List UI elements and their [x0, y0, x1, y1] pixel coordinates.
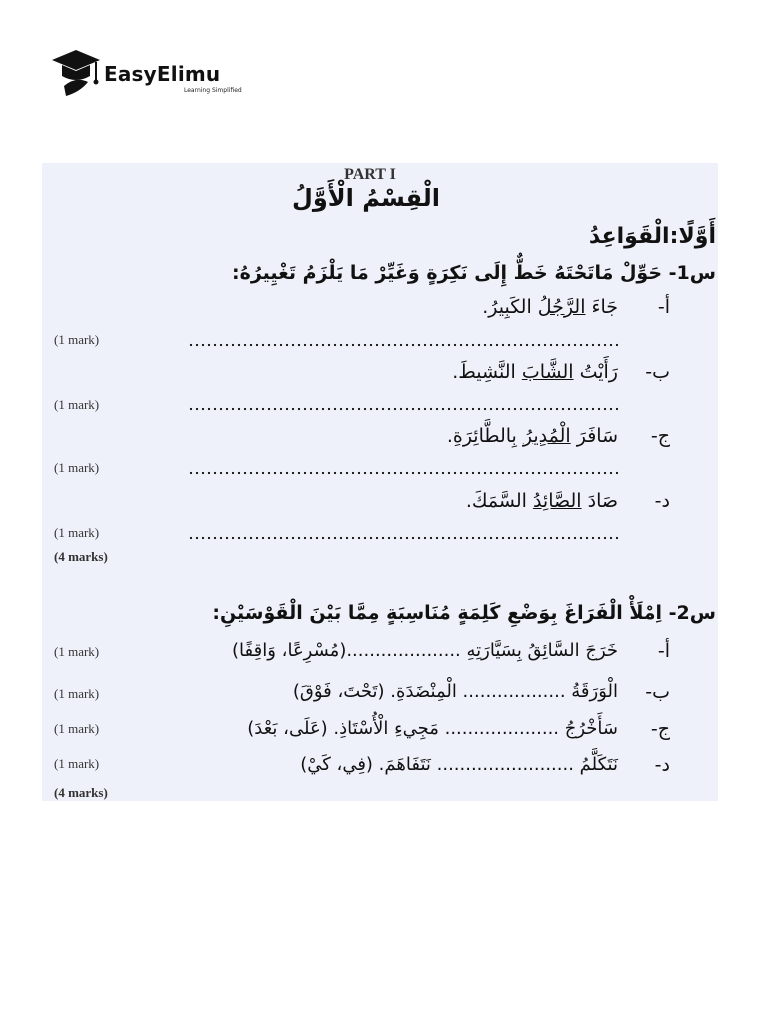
q2-item-a-sentence: خَرَجَ السَّائِقُ بِسَيَّارَتِهِ ....................(مُسْرِعًا، وَاقِفًا) — [232, 640, 618, 661]
q1-item-d-answer-line[interactable] — [188, 536, 618, 540]
q2-item-b-letter: ب- — [645, 681, 670, 703]
q1-item-a-answer-line[interactable] — [188, 343, 618, 347]
q1-item-d-mark: (1 mark) — [54, 525, 100, 540]
part-title-english: PART I — [344, 166, 396, 183]
q2-item-b-sentence: الْوَرَقَةُ .................. الْمِنْضَدَةِ. (تَحْتَ، فَوْقَ) — [292, 681, 618, 702]
question-1-prompt: س1- حَوِّلْ مَاتَحْتَهُ خَطٌّ إِلَى نَكِرَةٍ وَغَيِّرْ مَا يَلْزَمُ تَغْيِيرُهُ: — [232, 262, 716, 284]
q1-total-marks: (4 marks) — [54, 549, 108, 564]
scanned-page — [42, 163, 718, 801]
q1-item-b-sentence: رَأَيْتُ الشَّابَ النَّشِيطَ. — [452, 361, 618, 383]
q2-item-c-sentence: سَأَخْرُجُ .................... مَجِيءِ الْأُسْتَاذِ. (عَلَى، بَعْدَ) — [247, 718, 618, 739]
q1-item-a-mark: (1 mark) — [54, 332, 100, 347]
question-2-prompt: س2- اِمْلَأْ الْفَرَاغَ بِوَضْعِ كَلِمَةٍ مُنَاسِبَةٍ مِمَّا بَيْنَ الْقَوْسَيْنِ: — [212, 602, 716, 624]
brand-logo — [50, 46, 250, 100]
q2-item-c-letter: ج- — [650, 718, 670, 740]
brand-tagline: Learning Simplified — [184, 87, 242, 94]
part-title-arabic: الْقِسْمُ الْأَوَّلُ — [292, 184, 440, 212]
q1-item-b-answer-line[interactable] — [188, 407, 618, 411]
graduation-cap-icon — [50, 46, 104, 100]
q2-item-d-sentence: نَتَكَلَّمُ ........................ نَتَفَاهَمَ. (فِي، كَيْ) — [300, 754, 618, 775]
q1-item-b-mark: (1 mark) — [54, 397, 100, 412]
q1-item-c-mark: (1 mark) — [54, 460, 100, 475]
q2-item-a-mark: (1 mark) — [54, 644, 100, 659]
q1-item-c-answer-line[interactable] — [188, 471, 618, 475]
section-subheading: أَوَّلًا:الْقَوَاعِدُ — [588, 224, 716, 249]
q2-item-d-mark: (1 mark) — [54, 756, 100, 771]
q1-item-a-sentence: جَاءَ الرَّجُلُ الكَبِيرُ. — [482, 296, 618, 318]
q1-item-c-sentence: سَافَرَ الْمُدِيرُ بِالطَّائِرَةِ. — [446, 425, 618, 447]
q2-item-d-letter: د- — [654, 754, 670, 776]
q1-item-d-letter: د- — [654, 490, 670, 512]
q2-item-b-mark: (1 mark) — [54, 686, 100, 701]
q2-total-marks: (4 marks) — [54, 785, 108, 800]
q1-item-b-letter: ب- — [645, 361, 670, 383]
q1-item-c-letter: ج- — [650, 425, 670, 447]
q2-item-c-mark: (1 mark) — [54, 721, 100, 736]
q1-item-d-sentence: صَادَ الصَّائِدُ السَّمَكَ. — [465, 490, 618, 512]
q2-item-a-letter: أ- — [657, 640, 670, 662]
brand-name: EasyElimu — [104, 62, 221, 86]
q1-item-a-letter: أ- — [657, 296, 670, 318]
